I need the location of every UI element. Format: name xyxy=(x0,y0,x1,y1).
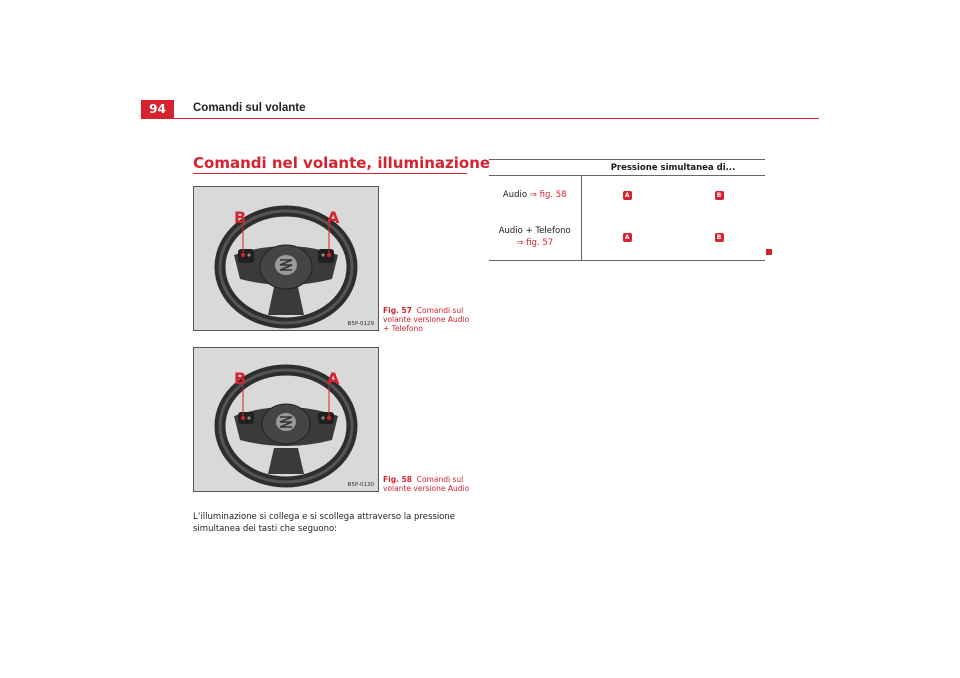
caption-text: Comandi sul volante versione Audio xyxy=(383,475,470,493)
key-a-icon: A xyxy=(623,191,632,200)
key-b-icon: B xyxy=(715,233,724,242)
caption-label: Fig. 58 xyxy=(383,475,412,484)
figure-57-steering-wheel xyxy=(193,186,379,331)
header-rule xyxy=(141,118,819,119)
key-cell xyxy=(673,176,765,215)
row-label-text: Audio + Telefono xyxy=(498,226,571,236)
table-row xyxy=(489,214,765,261)
page-number: 94 xyxy=(141,100,174,118)
key-b-icon: B xyxy=(715,191,724,200)
row-label xyxy=(489,176,581,215)
label-b: B xyxy=(234,208,247,227)
figure-link[interactable]: ⇒ fig. 58 xyxy=(529,190,567,200)
key-a-icon: A xyxy=(623,233,632,242)
table-row xyxy=(489,176,765,215)
figure-58-caption xyxy=(383,475,473,493)
row-label-text: Audio xyxy=(502,190,528,200)
key-cell xyxy=(581,176,673,215)
figure-code: B5P-0129 xyxy=(347,321,374,327)
label-a: A xyxy=(327,369,340,388)
section-end-marker xyxy=(766,249,772,255)
caption-text: Comandi sul volante versione Audio + Telefono xyxy=(383,306,470,333)
caption-label: Fig. 57 xyxy=(383,306,412,315)
simultaneous-press-table xyxy=(489,159,765,261)
table-header: Pressione simultanea di... xyxy=(581,160,765,176)
table-corner xyxy=(489,160,581,176)
steering-wheel-image xyxy=(194,348,378,491)
key-cell xyxy=(673,214,765,261)
title-rule xyxy=(193,173,467,174)
steering-wheel-image xyxy=(194,187,378,330)
figure-link[interactable]: ⇒ fig. 57 xyxy=(516,238,554,248)
key-cell xyxy=(581,214,673,261)
figure-code: B5P-0130 xyxy=(347,482,374,488)
running-header: Comandi sul volante xyxy=(193,102,306,114)
body-paragraph: L’illuminazione si collega e si scollega attraverso la pressione simultanea dei tasti che seguono: xyxy=(193,512,456,534)
label-a: A xyxy=(327,208,340,227)
row-label xyxy=(489,214,581,261)
label-b: B xyxy=(234,369,247,388)
figure-58-steering-wheel xyxy=(193,347,379,492)
section-title: Comandi nel volante, illuminazione xyxy=(193,154,491,172)
figure-57-caption xyxy=(383,306,473,333)
